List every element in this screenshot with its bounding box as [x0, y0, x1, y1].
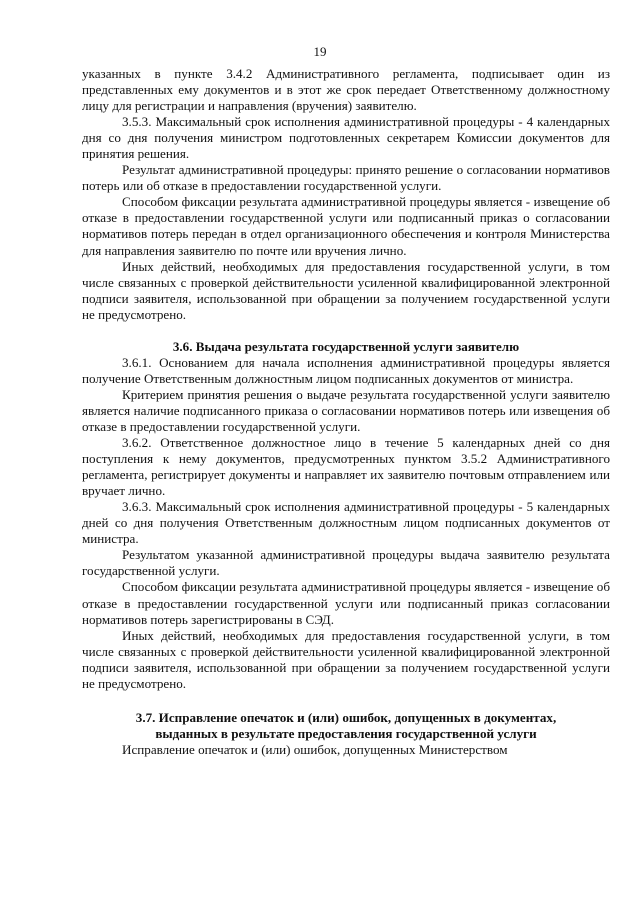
paragraph-fixation-method: Способом фиксации результата административной процедуры является - извещение об отказе в предоставлении государственной услуги или подписанный приказ о согласовании нормативов потерь передан в отдел организационного обеспечения и контроля Министерства для направления заявителю по почте или вручения лично.	[82, 194, 610, 258]
paragraph-3-6-result: Результатом указанной административной процедуры выдача заявителю результата государственной услуги.	[82, 547, 610, 579]
section-3-6-heading: 3.6. Выдача результата государственной услуги заявителю	[172, 338, 520, 354]
paragraph-procedure-result: Результат административной процедуры: принято решение о согласовании нормативов потерь или об отказе в предоставлении государственной услуги.	[82, 162, 610, 194]
document-body	[82, 66, 610, 758]
paragraph-3-6-2: 3.6.2. Ответственное должностное лицо в течение 5 календарных дней со дня поступления к нему документов, предусмотренных пунктом 3.5.2 Административного регламента, регистрирует документы и направляет их заявителю почтовым отправлением или вручает лично.	[82, 435, 610, 499]
section-3-7-heading-line1: 3.7. Исправление опечаток и (или) ошибок, допущенных в документах,	[135, 709, 557, 725]
section-3-7-heading-line2: выданных в результате предоставления государственной услуги	[155, 725, 537, 741]
paragraph-3-7-start: Исправление опечаток и (или) ошибок, допущенных Министерством	[122, 741, 508, 757]
paragraph-3-6-fixation: Способом фиксации результата административной процедуры является - извещение об отказе в предоставлении государственной услуги или подписанный приказ согласовании нормативов потерь зарегистрированы в СЭД.	[82, 579, 610, 627]
paragraph-3-6-3: 3.6.3. Максимальный срок исполнения административной процедуры - 5 календарных дней со дня получения Ответственным должностным лицом подписанных документов от министра.	[82, 499, 610, 547]
paragraph-3-5-3: 3.5.3. Максимальный срок исполнения административной процедуры - 4 календарных дня со дня получения министром подготовленных секретарем Комиссии документов для принятия решения.	[82, 114, 610, 162]
paragraph-continuation: указанных в пункте 3.4.2 Административного регламента, подписывает один из представленных ему документов и в этот же срок передает Ответственному должностному лицу для регистрации и направления (вручения) заявителю.	[82, 66, 610, 114]
section-3-7-heading	[82, 710, 610, 742]
paragraph-3-6-1: 3.6.1. Основанием для начала исполнения административной процедуры является получение Ответственным должностным лицом подписанных документов от министра.	[82, 354, 610, 386]
page-number: 19	[313, 44, 327, 59]
paragraph-3-6-other-actions: Иных действий, необходимых для предоставления государственной услуги, в том числе связанных с проверкой действительности усиленной квалифицированной электронной подписи заявителя, использованной при обращении за получением государственной услуги не предусмотрено.	[82, 627, 610, 691]
paragraph-decision-criterion: Критерием принятия решения о выдаче результата государственной услуги заявителю является наличие подписанного приказа о согласовании нормативов потерь или извещения об отказе в предоставлении государственной услуги.	[82, 386, 610, 434]
paragraph-other-actions: Иных действий, необходимых для предоставления государственной услуги, в том числе связанных с проверкой действительности усиленной квалифицированной электронной подписи заявителя, использованной при обращении за получением государственной услуги не предусмотрено.	[82, 258, 610, 322]
